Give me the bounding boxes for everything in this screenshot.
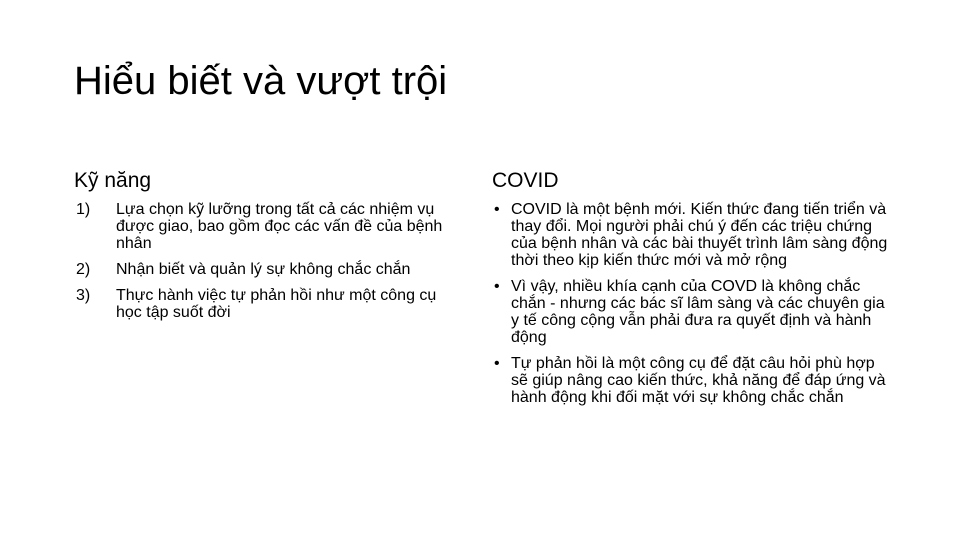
list-item bbox=[492, 278, 888, 346]
bullet-icon: • bbox=[494, 201, 500, 218]
list-item bbox=[492, 201, 888, 269]
skills-column bbox=[74, 168, 466, 330]
list-item bbox=[74, 201, 466, 252]
slide-title: Hiểu biết và vượt trội bbox=[74, 59, 448, 103]
covid-heading: COVID bbox=[492, 169, 559, 192]
list-item bbox=[74, 261, 466, 278]
list-number: 3) bbox=[76, 287, 91, 304]
list-item-text: Nhận biết và quản lý sự không chắc chắn bbox=[116, 261, 411, 278]
skills-list bbox=[74, 201, 466, 321]
list-item-text: COVID là một bệnh mới. Kiến thức đang tiến triển và thay đổi. Mọi người phải chú ý đến các triệu chứng của bệnh nhân và các bài thuyết trình lâm sàng động thời theo kịp kiến thức mới và mở rộng bbox=[511, 201, 888, 269]
covid-list bbox=[492, 201, 888, 406]
bullet-icon: • bbox=[494, 278, 500, 295]
list-item bbox=[492, 355, 888, 406]
list-number: 2) bbox=[76, 261, 91, 278]
list-item-text: Vì vậy, nhiều khía cạnh của COVD là không chắc chắn - nhưng các bác sĩ lâm sàng và các chuyên gia y tế công cộng vẫn phải đưa ra quyết định và hành động bbox=[511, 278, 885, 346]
list-item-text: Thực hành việc tự phản hồi như một công cụ học tập suốt đời bbox=[116, 287, 437, 321]
list-number: 1) bbox=[76, 201, 91, 218]
list-item-text: Lựa chọn kỹ lưỡng trong tất cả các nhiệm vụ được giao, bao gồm đọc các vấn đề của bệnh nhân bbox=[116, 201, 443, 252]
list-item-text: Tự phản hồi là một công cụ để đặt câu hỏi phù hợp sẽ giúp nâng cao kiến thức, khả năng để đáp ứng và hành động khi đối mặt với sự không chắc chắn bbox=[511, 355, 886, 406]
skills-heading: Kỹ năng bbox=[74, 169, 152, 192]
covid-column bbox=[492, 168, 888, 415]
list-item bbox=[74, 287, 466, 321]
bullet-icon: • bbox=[494, 355, 500, 372]
